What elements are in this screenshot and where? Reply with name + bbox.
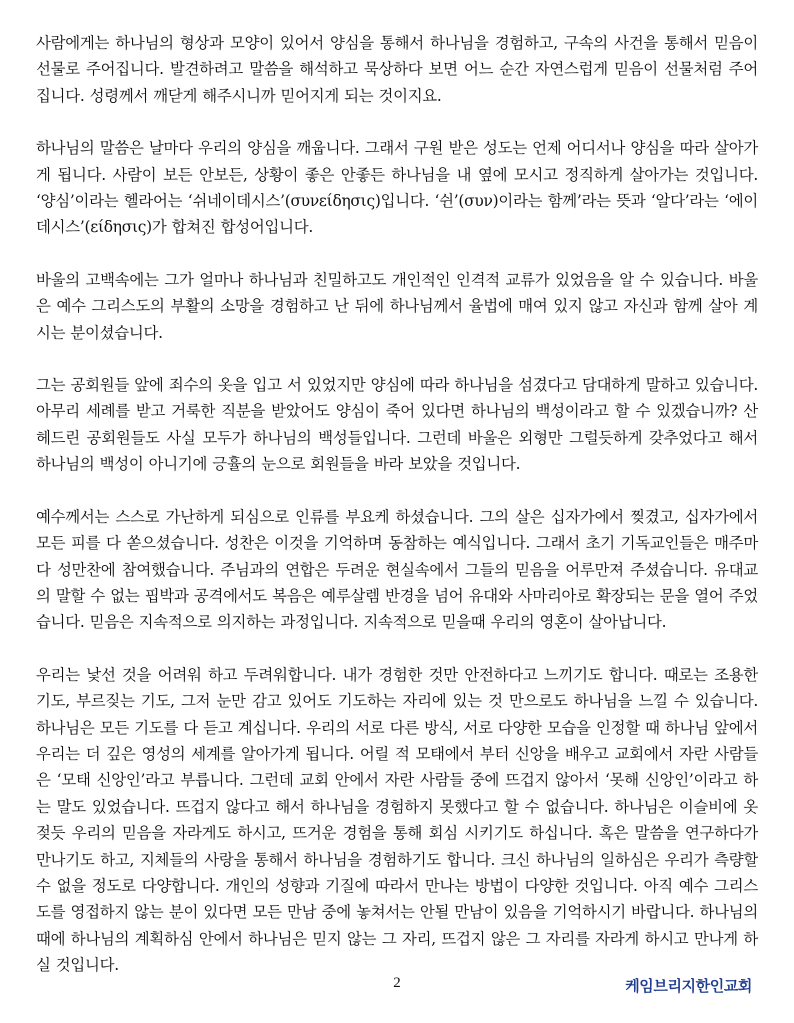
paragraph-5: 예수께서는 스스로 가난하게 되심으로 인류를 부요케 하셨습니다. 그의 살은 십자가에서 찢겼고, 십자가에서 모든 피를 다 쏟으셨습니다. 성찬은 이것을 기억하며 동참하는 예식입니다. 그래서 초기 기독교인들은 매주마다 성만찬에 참여했습니다. 주님과의 연합은 두려운 현실속에서 그들의 믿음을 어루만져 주셨습니다. 유대교의 말할 수 없는 핍박과 공격에서도 복음은 예루살렘 반경을 넘어 유대와 사마리아로 확장되는 문을 열어 주었습니다. 믿음은 지속적으로 의지하는 과정입니다. 지속적으로 믿을때 우리의 영혼이 살아납니다. — [36, 507, 758, 632]
paragraph-3: 바울의 고백속에는 그가 얼마나 하나님과 친밀하고도 개인적인 인격적 교류가 있었음을 알 수 있습니다. 바울은 예수 그리스도의 부활의 소망을 경험하고 난 뒤에 하나님께서 율법에 매여 있지 않고 자신과 함께 살아 계시는 분이셨습니다. — [36, 270, 758, 342]
paragraph-4: 그는 공회원들 앞에 죄수의 옷을 입고 서 있었지만 양심에 따라 하나님을 섬겼다고 담대하게 말하고 있습니다. 아무리 세례를 받고 거룩한 직분을 받았어도 양심이 죽어 있다면 하나님의 백성이라고 할 수 있겠습니까? 산헤드린 공회원들도 사실 모두가 하나님의 백성들입니다. 그런데 바울은 외형만 그럴듯하게 갖추었다고 해서 하나님의 백성이 아니기에 긍휼의 눈으로 회원들을 바라 보았을 것입니다. — [36, 376, 758, 474]
church-name: 케임브리지한인교회 — [625, 977, 752, 995]
document-body — [36, 30, 758, 1005]
page-number: 2 — [393, 975, 401, 991]
paragraph-2: 하나님의 말씀은 날마다 우리의 양심을 깨웁니다. 그래서 구원 받은 성도는 언제 어디서나 양심을 따라 살아가게 됩니다. 사람이 보든 안보든, 상황이 좋은 안좋든 하나님을 내 옆에 모시고 정직하게 살아가는 것입니다. ‘양심’이라는 헬라어는 ‘쉬네이데시스’(συνείδησις)입니다. ‘쉰’(συν)이라는 함께’라는 뜻과 ‘알다’라는 ‘에이데시스’(είδησις)가 합쳐진 합성어입니다. — [36, 139, 758, 237]
paragraph-6: 우리는 낯선 것을 어려워 하고 두려워합니다. 내가 경험한 것만 안전하다고 느끼기도 합니다. 때로는 조용한 기도, 부르짖는 기도, 그저 눈만 감고 있어도 기도하는 자리에 있는 것 만으로도 하나님을 느낄 수 있습니다. 하나님은 모든 기도를 다 듣고 계십니다. 우리의 서로 다른 방식, 서로 다양한 모습을 인정할 때 하나님 앞에서 우리는 더 깊은 영성의 세계를 알아가게 됩니다. 어릴 적 모태에서 부터 신앙을 배우고 교회에서 자란 사람들은 ‘모태 신앙인’라고 부릅니다. 그런데 교회 안에서 자란 사람들 중에 뜨겁지 않아서 ‘못해 신앙인’이라고 하는 말도 있었습니다. 뜨겁지 않다고 해서 하나님을 경험하지 못했다고 할 수 없습니다. 하나님은 이슬비에 옷 젖듯 우리의 믿음을 자라게도 하시고, 뜨거운 경험을 통해 회심 시키기도 하십니다. 혹은 말씀을 연구하다가 만나기도 하고, 지체들의 사랑을 통해서 하나님을 경험하기도 합니다. 크신 하나님의 일하심은 우리가 측량할 수 없을 정도로 다양합니다. 개인의 성향과 기질에 따라서 만나는 방법이 다양한 것입니다. 아직 예수 그리스도를 영접하지 않는 분이 있다면 모든 만남 중에 놓쳐서는 안될 만남이 있음을 기억하시기 바랍니다. 하나님의 때에 하나님의 계획하심 안에서 하나님은 믿지 않는 그 자리, 뜨겁지 않은 그 자리를 자라게 하시고 만나게 하실 것입니다. — [36, 665, 758, 975]
paragraph-1: 사람에게는 하나님의 형상과 모양이 있어서 양심을 통해서 하나님을 경험하고, 구속의 사건을 통해서 믿음이 선물로 주어집니다. 발견하려고 말씀을 해석하고 묵상하다 보면 어느 순간 자연스럽게 믿음이 선물처럼 주어집니다. 성령께서 깨닫게 해주시니까 믿어지게 되는 것이지요. — [36, 34, 758, 105]
